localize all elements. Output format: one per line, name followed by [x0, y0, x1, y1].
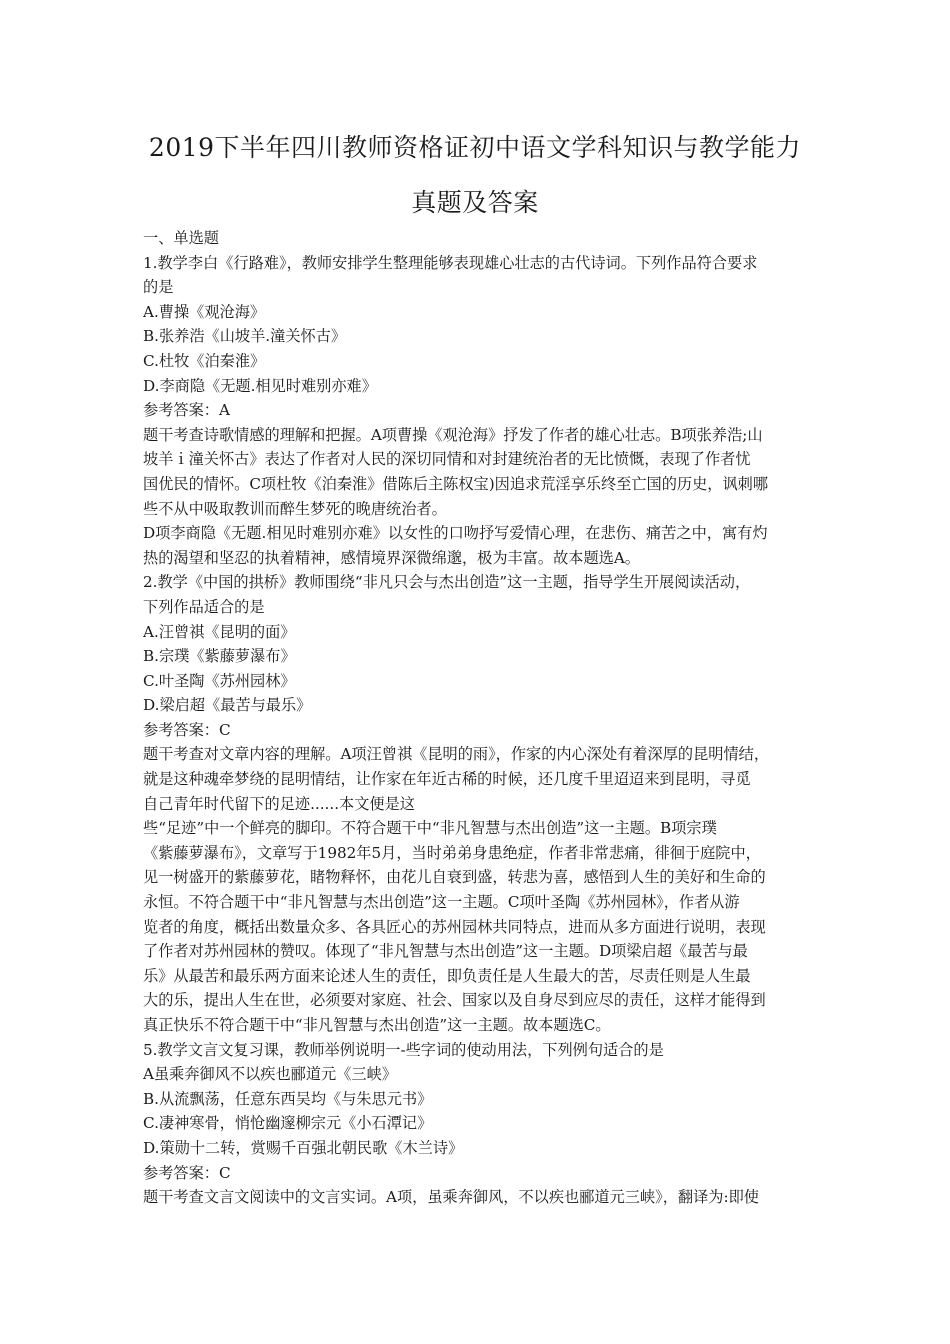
text-line: C.杜牧《泊秦淮》 — [143, 351, 266, 370]
text-line: C.凄神寒骨，悄怆幽邃柳宗元《小石潭记》 — [143, 1114, 433, 1133]
text-line: 的是 — [143, 278, 174, 297]
text-line: 乐》从最苦和最乐两方面来论述人生的责任，即负责任是人生最大的苦，尽责任则是人生最 — [143, 966, 751, 985]
text-line: 5.教学文言文复习课，教师举例说明一-些字词的使动用法，下列例句适合的是 — [143, 1040, 664, 1059]
text-line: 题干考查文言文阅读中的文言实词。A项，虽乘奔御风，不以疾也郦道元三峡》，翻译为:即使 — [143, 1188, 759, 1207]
text-line: 1.教学李白《行路难》，教师安排学生整理能够表现雄心壮志的古代诗词。下列作品符合要求 — [143, 253, 758, 272]
text-line: 永恒。不符合题干中“非凡智慧与杰出创造”这一主题。C项叶圣陶《苏州园林》，作者从游 — [143, 893, 740, 912]
text-line: 就是这种魂牵梦绕的昆明情结，让作家在年近古稀的时候，还几度千里迢迢来到昆明，寻觅 — [143, 770, 751, 789]
document-body — [143, 226, 825, 1210]
text-line: C.叶圣陶《苏州园林》 — [143, 671, 296, 690]
text-line: 下列作品适合的是 — [143, 597, 265, 616]
text-line: 国优民的情怀。C项杜牧《泊秦淮》借陈后主陈权宝)因追求荒淫享乐终至亡国的历史，讽刺哪 — [143, 474, 769, 493]
document-title-line-2: 真题及答案 — [411, 188, 539, 217]
text-line: B.张养浩《山坡羊.潼关怀古》 — [143, 327, 347, 346]
text-line: 大的乐，提出人生在世，必须要对家庭、社会、国家以及自身尽到应尽的责任，这样才能得到 — [143, 991, 766, 1010]
text-line: 参考答案：C — [143, 1163, 231, 1182]
text-line: D.策勋十二转，赏赐千百强北朝民歌《木兰诗》 — [143, 1138, 464, 1157]
text-line: 见一树盛开的紫藤萝花，睹物释怀，由花儿自衰到盛，转悲为喜，感悟到人生的美好和生命的 — [143, 868, 766, 887]
text-line: 些不从中吸取教训而醉生梦死的晚唐统治者。 — [143, 499, 447, 518]
text-line: A.曹操《观沧海》 — [143, 302, 266, 321]
text-line: 2.教学《中国的拱桥》教师围绕“非凡只会与杰出创造”这一主题，指导学生开展阅读活动， — [143, 573, 751, 592]
text-line: 热的渴望和坚忍的执着精神，感情境界深微绵邈，极为丰富。故本题选A。 — [143, 548, 640, 567]
text-line: A.汪曾祺《昆明的面》 — [143, 622, 296, 641]
document-title-line-1: 2019下半年四川教师资格证初中语文学科知识与教学能力 — [148, 133, 802, 162]
text-line: 真正快乐不符合题干中“非凡智慧与杰出创造”这一主题。故本题选C。 — [143, 1016, 611, 1034]
text-line: D.李商隐《无题.相见时难别亦难》 — [143, 376, 377, 395]
text-line: B.从流飘荡，任意东西吴均《与朱思元书》 — [143, 1089, 433, 1108]
text-line: 一、单选题 — [143, 229, 219, 247]
text-line: 《紫藤萝瀑布》，文章写于1982年5月，当时弟弟身患绝症，作者非常悲痛，徘徊于庭院中， — [143, 843, 761, 862]
text-line: 题干考查诗歌情感的理解和把握。A项曹操《观沧海》抒发了作者的雄心壮志。B项张养浩;山 — [143, 425, 763, 444]
text-line: 参考答案：A — [143, 401, 230, 420]
text-line: B.宗璞《紫藤萝瀑布》 — [143, 647, 296, 666]
text-line: 览者的角度，概括出数量众多、各具匠心的苏州园林共同特点，进而从多方面进行说明，表现 — [143, 917, 766, 936]
text-line: 题干考查对文章内容的理解。A项汪曾祺《昆明的雨》，作家的内心深处有着深厚的昆明情结， — [143, 745, 770, 764]
text-line: D.梁启超《最苦与最乐》 — [143, 696, 312, 715]
text-line: D项李商隐《无题.相见时难别亦难》以女性的口吻抒写爱情心理，在悲伤、痛苦之中，寓有灼 — [143, 524, 768, 543]
text-line: 参考答案：C — [143, 720, 231, 739]
text-line: 坡羊ｉ潼关怀古》表达了作者对人民的深切同情和对封建统治者的无比愤慨，表现了作者忧 — [143, 450, 751, 469]
text-line: A虽乘奔御风不以疾也郦道元《三峡》 — [143, 1065, 397, 1084]
text-line: 了作者对苏州园林的赞叹。体现了“非凡智慧与杰出创造”这一主题。D项梁启超《最苦与最 — [143, 942, 748, 961]
text-line: 自己青年时代留下的足迹......本文便是这 — [143, 794, 415, 813]
text-line: 些“足迹”中一个鲜亮的脚印。不符合题干中“非凡智慧与杰出创造”这一主题。B项宗璞 — [143, 819, 717, 838]
